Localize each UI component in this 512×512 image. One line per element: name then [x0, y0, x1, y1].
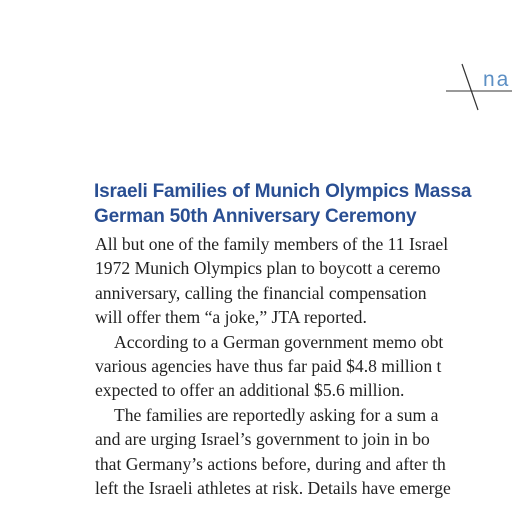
body-line: All but one of the family members of the 11 Israel	[95, 234, 449, 254]
article-headline	[94, 179, 512, 229]
body-line: anniversary, calling the financial compensation	[95, 282, 427, 303]
article-body	[95, 232, 512, 500]
body-line: According to a German government memo obt	[114, 331, 444, 352]
body-line: expected to offer an additional $5.6 million.	[95, 380, 405, 401]
masthead-title: na	[483, 68, 511, 91]
body-line: and are urging Israel’s government to join in bo	[95, 429, 430, 450]
headline-line: German 50th Anniversary Ceremony	[94, 206, 417, 227]
body-line: 1972 Munich Olympics plan to boycott a ceremo	[95, 258, 441, 279]
body-line: will offer them “a joke,” JTA reported.	[95, 307, 367, 328]
body-line: various agencies have thus far paid $4.8 million t	[95, 355, 442, 376]
headline-line: Israeli Families of Munich Olympics Massa	[94, 181, 472, 202]
body-line: left the Israeli athletes at risk. Details have emerge	[95, 477, 451, 498]
body-line: that Germany’s actions before, during and after th	[95, 453, 446, 474]
body-line: The families are reportedly asking for a sum a	[114, 404, 439, 425]
masthead	[446, 62, 512, 114]
